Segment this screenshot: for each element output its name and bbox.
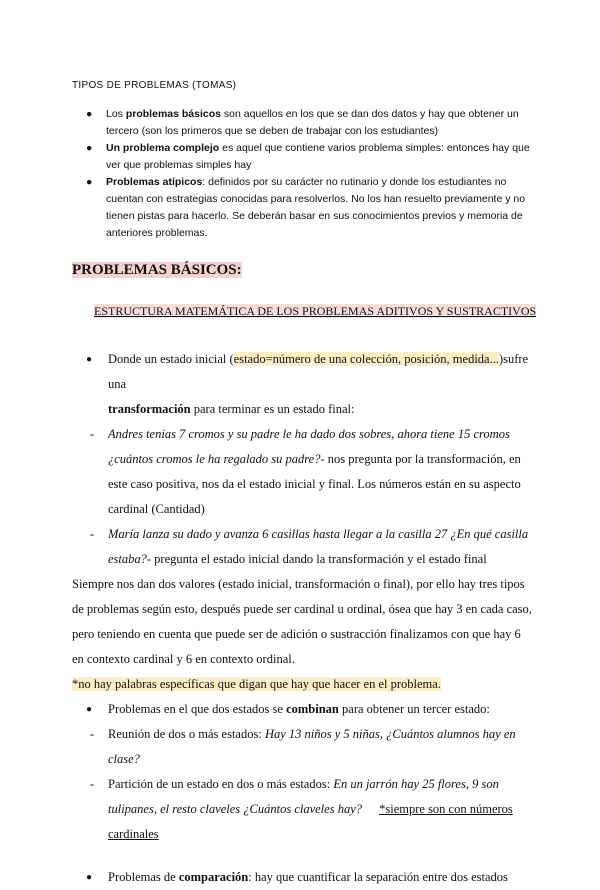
example-item: - Partición de un estado en dos o más estados: En un jarrón hay 25 flores, 9 son tulipanes, el resto claveles ¿Cuántos claveles hay? *siempre son con números cardinales [90,777,513,841]
types-list [72,106,530,242]
list-item: ● Un problema complejo es aquel que contiene varios problema simples: entonces hay que ver que problemas simples hay [86,142,530,171]
list-item: ● Los problemas básicos son aquellos en los que se dan dos datos y hay que obtener un tercero (son los primeros que se deben de trabajar con los estudiantes) [86,108,519,137]
list-item: ● Problemas de comparación: hay que cuantificar la separación entre dos estados [86,870,508,884]
list-item: ● Problemas atípicos: definidos por su carácter no rutinario y donde los estudiantes no cuentan con estrategias conocidas para resolverlos. No los han resuelto previamente y no tienen pistas para hacerlo. Se deberán basar en sus conocimientos previos y memoria de anteriores problemas. [86,176,526,239]
list-item: ● Problemas en el que dos estados se combinan para obtener un tercer estado: [86,702,490,716]
example-item: - Andres tenias 7 cromos y su padre le ha dado dos sobres, ahora tiene 15 cromos ¿cuántos cromos le ha regalado su padre?- nos pregunta por la transformación, en este caso positiva, nos da el estado inicial y final. Los números están en su aspecto cardinal (Cantidad) [90,427,521,516]
main-content [72,347,534,890]
page-heading: PROBLEMAS BÁSICOS: [72,262,242,278]
paragraph: Siempre nos dan dos valores (estado inicial, transformación o final), por ello hay tres tipos de problemas según esto, después puede ser cardinal u ordinal, ósea que hay 3 en cada caso, pero teniendo en cuenta que puede ser de adición o sustracción finalizamos con que hay 6 en contexto cardinal y 6 en contexto ordinal. [72,577,532,666]
subheading: ESTRUCTURA MATEMÁTICA DE LOS PROBLEMAS ADITIVOS Y SUSTRACTIVOS [94,304,537,318]
example-item: - Reunión de dos o más estados: Hay 13 niños y 5 niñas, ¿Cuántos alumnos hay en clase? [90,727,516,766]
list-item: ● Donde un estado inicial (estado=número de una colección, posición, medida...)sufre una transformación para terminar es un estado final: [86,352,529,416]
section-title: TIPOS DE PROBLEMAS (TOMAS) [72,80,237,91]
note: *no hay palabras específicas que digan que hay que hacer en el problema. [72,677,441,691]
example-item: - María lanza su dado y avanza 6 casillas hasta llegar a la casilla 27 ¿En qué casilla estaba?- pregunta el estado inicial dando la transformación y el estado final [90,527,529,566]
